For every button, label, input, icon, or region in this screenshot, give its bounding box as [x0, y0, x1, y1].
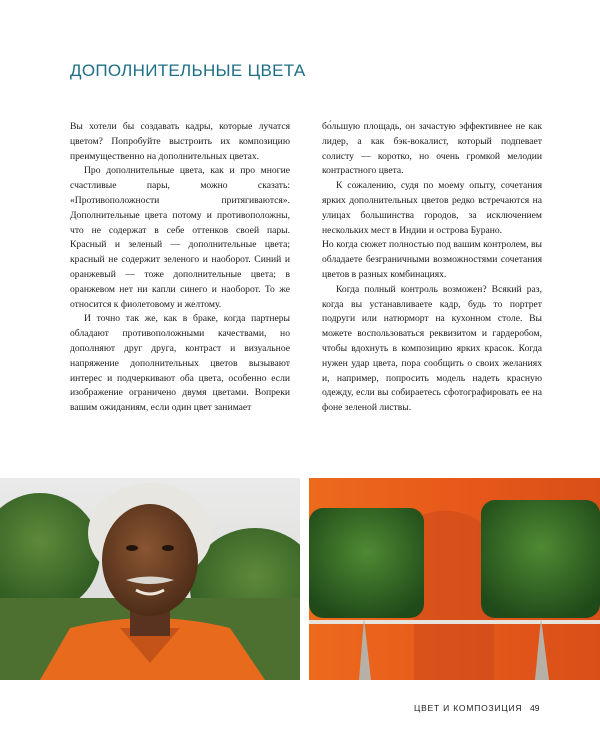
paragraph: Но когда сюжет полностью под вашим контролем, вы обладаете безграничными возможностями сочетания цветов в разных комбинациях. — [322, 239, 542, 280]
text-column-left — [70, 120, 290, 416]
trees-photo — [309, 478, 600, 680]
paragraph: бо́льшую площадь, он зачастую эффективнее не как лидер, а как бэк-вокалист, который подпевает солисту — коротко, но очень громкой мелодии контрастного цвета. — [322, 121, 542, 177]
portrait-image — [0, 478, 300, 680]
trees-image — [309, 478, 600, 680]
paragraph: Вы хотели бы создавать кадры, которые лучатся цветом? Попробуйте выстроить их композицию преимущественно на дополнительных цветах. — [70, 121, 290, 162]
paragraph: К сожалению, судя по моему опыту, сочетания ярких дополнительных цветов редко встречаются на улицах большинства городов, за исключением нескольких мест в Индии и острова Бурано. — [322, 180, 542, 236]
running-footer-title: ЦВЕТ И КОМПОЗИЦИЯ — [414, 703, 523, 713]
paragraph: Когда полный контроль возможен? Всякий раз, когда вы устанавливаете кадр, будь то портрет подруги или натюрморт на кухонном столе. Вы можете воспользоваться реквизитом и гардеробом, чтобы вдохнуть в композицию ярких красок. Когда нужен удар цвета, пора сообщить о своих желаниях и, например, попросить модель надеть красную одежду, если вы собираетесь сфотографировать ее на фоне зеленой листвы. — [322, 283, 542, 414]
paragraph: Про дополнительные цвета, как и про многие счастливые пары, можно сказать: «Противоположности притягиваются». Дополнительные цвета потому и противоположны, что не содержат в себе оттенков своей пары. Красный и зеленый — дополнительные цвета; красный не содержит зеленого и наоборот. Синий и оранжевый — тоже дополнительные цвета; в оранжевом нет ни капли синего и наоборот. То же относится к фиолетовому и желтому. — [70, 165, 290, 310]
page-footer — [0, 703, 600, 717]
text-column-right — [322, 120, 542, 416]
page-number: 49 — [530, 703, 540, 713]
page-title: ДОПОЛНИТЕЛЬНЫЕ ЦВЕТА — [70, 61, 306, 80]
portrait-photo — [0, 478, 300, 680]
paragraph: И точно так же, как в браке, когда партнеры обладают противоположными качествами, но дополняют друг друга, контраст и визуальное напряжение дополнительных цветов вызывают интерес и подчеркивают оба цвета, особенно если изображение ограничено двумя цветами. Вопреки вашим ожиданиям, если один цвет занимает — [70, 313, 290, 414]
